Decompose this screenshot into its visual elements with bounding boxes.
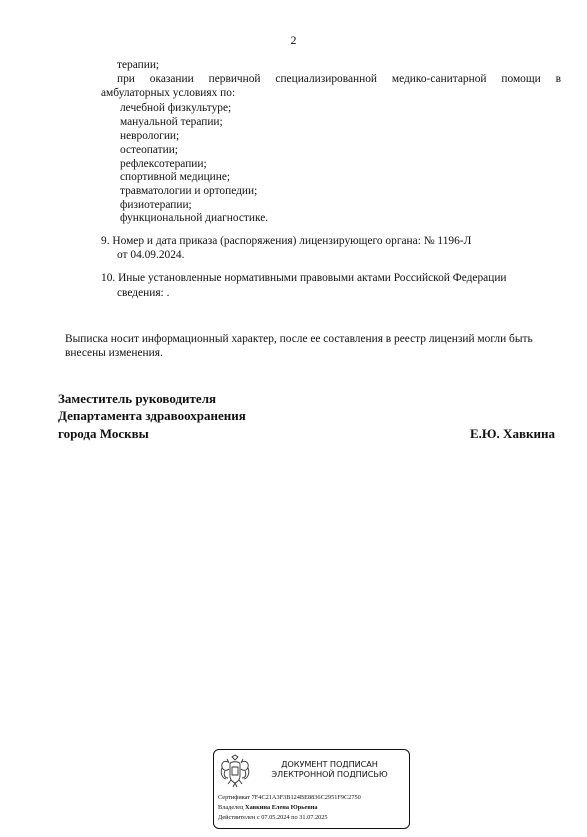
page-number: 2 xyxy=(290,33,297,47)
list-item: травматологии и ортопедии; xyxy=(120,185,258,197)
certificate-line xyxy=(218,793,361,802)
owner-label: Владелец xyxy=(218,804,244,811)
text-line: при оказании первичной специализированной медико-санитарной помощи в xyxy=(117,73,561,85)
list-item: остеопатии; xyxy=(120,144,178,156)
list-item: неврологии; xyxy=(120,130,180,142)
text-line: амбулаторных условиях по: xyxy=(101,87,236,99)
list-item: лечебной физкультуре; xyxy=(120,102,232,114)
certificate-label: Сертификат xyxy=(218,794,251,801)
signer-title-line-2: Департамента здравоохранения xyxy=(58,408,246,423)
owner-value: Хавкина Елена Юрьевна xyxy=(245,804,318,811)
item-9-line-1: 9. Номер и дата приказа (распоряжения) лицензирующего органа: № 1196-Л xyxy=(101,235,472,247)
certificate-value: 7F4C21A3F3B124BE8836C2951F9C2750 xyxy=(251,794,361,801)
item-10-line-2: сведения: . xyxy=(117,287,170,299)
stamp-title-line-2: ЭЛЕКТРОННОЙ ПОДПИСЬЮ xyxy=(271,769,388,779)
list-item: функциональной диагностике. xyxy=(120,212,269,224)
notice-line-2: внесены изменения. xyxy=(65,347,163,359)
signer-title-line-1: Заместитель руководителя xyxy=(58,391,217,406)
list-item: физиотерапии; xyxy=(120,199,192,211)
owner-line xyxy=(218,803,318,812)
digital-signature-stamp xyxy=(213,749,410,829)
notice-line-1: Выписка носит информационный характер, после ее составления в реестр лицензий могли быть xyxy=(65,333,533,345)
coat-of-arms-icon xyxy=(218,754,252,790)
text-line: терапии; xyxy=(117,59,160,71)
list-item: мануальной терапии; xyxy=(120,116,223,128)
list-item: рефлексотерапии; xyxy=(120,158,207,170)
signer-title-line-3: города Москвы xyxy=(58,426,149,441)
item-10-line-1: 10. Иные установленные нормативными правовыми актами Российской Федерации xyxy=(101,272,507,284)
signer-name: Е.Ю. Хавкина xyxy=(470,426,555,441)
stamp-title-line-1: ДОКУМЕНТ ПОДПИСАН xyxy=(281,759,378,769)
validity-line: Действителен с 07.05.2024 по 31.07.2025 xyxy=(218,814,328,821)
item-9-line-2: от 04.09.2024. xyxy=(117,249,185,261)
list-item: спортивной медицине; xyxy=(120,171,231,183)
